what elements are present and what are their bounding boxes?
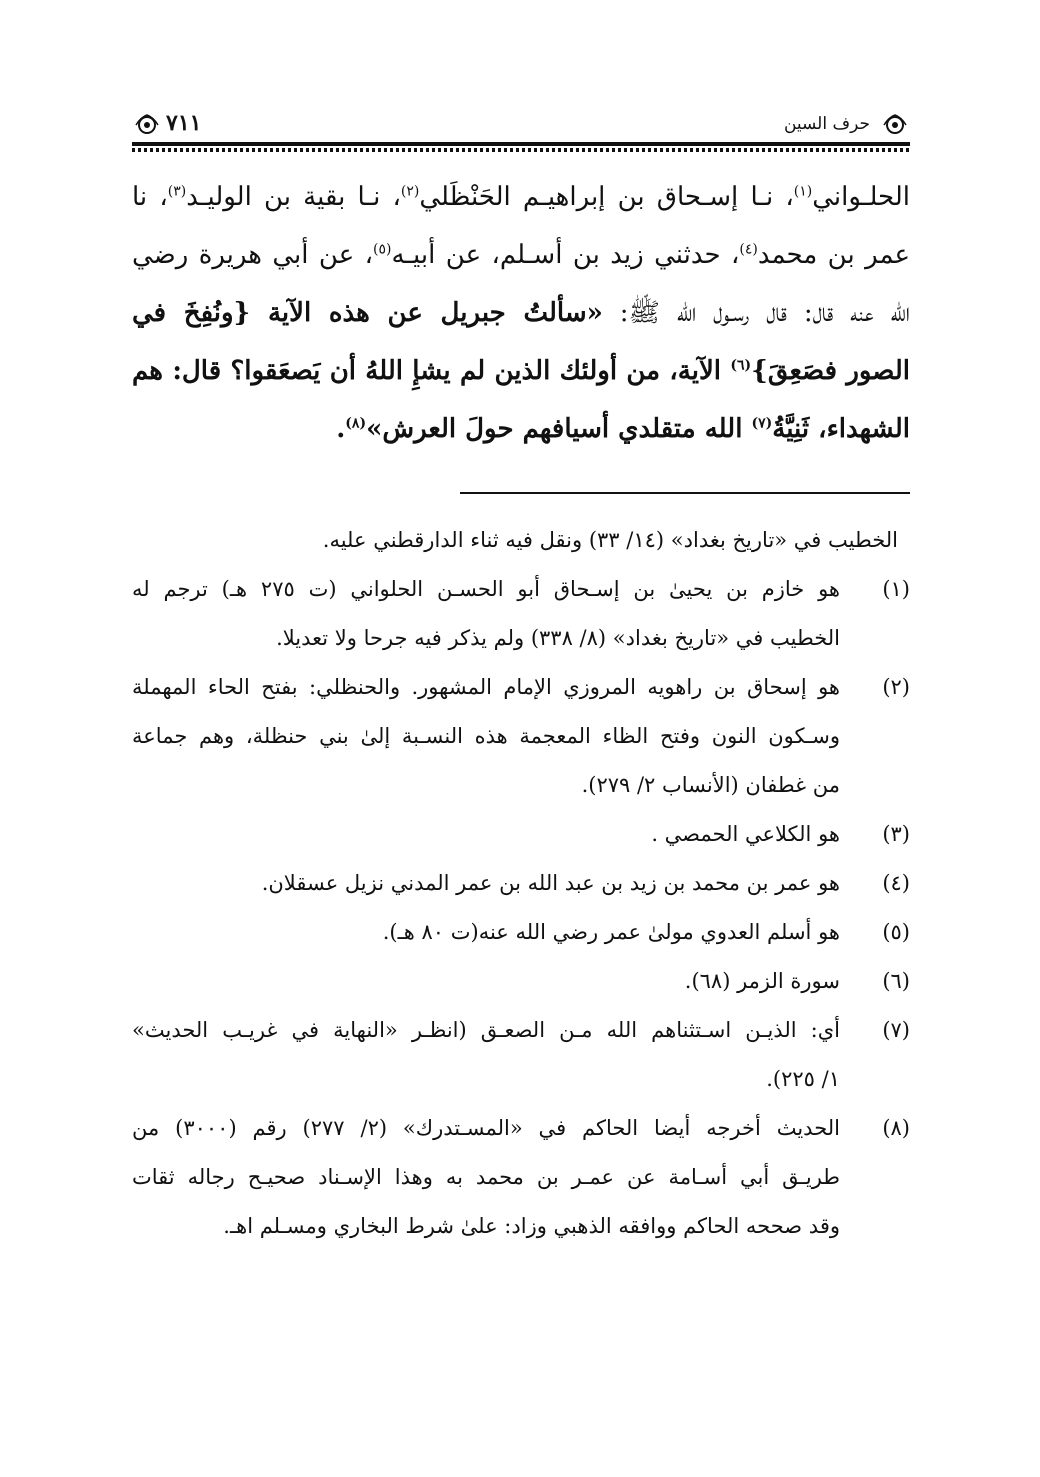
- footnote-number: (٧): [882, 1018, 910, 1042]
- main-line-2: عمر بن محمد$^{(٤)}$، حدثني زيد بن أسـلم، عن أبيـه$^{(٥)}$، عن أبي هريرة رضي: [132, 240, 910, 270]
- footnote-number: (٥): [882, 920, 910, 944]
- footnote-ref-6[interactable]: (٦): [730, 357, 752, 374]
- header-dotted-rule: [132, 148, 910, 152]
- footnote-ref-7[interactable]: (٧): [751, 415, 773, 432]
- main-line-3: الله عنه قال: قال رسـول الله ﷺ: «سألتُ جبريل عن هذه الآية {ونُفِخَ في: [132, 298, 910, 328]
- footnote-6: (٦) سورة الزمر (٦٨).: [132, 957, 910, 1006]
- footnotes: [132, 516, 910, 1251]
- footnote-3: (٣) هو الكلاعي الحمصي .: [132, 810, 910, 859]
- footnote-ref-8[interactable]: (٨): [345, 415, 367, 432]
- footnote-number: (٦): [882, 969, 910, 993]
- footnote-number: (٤): [882, 871, 910, 895]
- footnote-ref-5[interactable]: (٥): [373, 241, 392, 258]
- footnote-7: (٧) أي: الذيـن اسـتثناهم الله مـن الصعـق (انظـر «النهاية في غريـب الحديث» ١/ ٢٢٥).: [132, 1006, 910, 1104]
- footnote-continuation: الخطيب في «تاريخ بغداد» (١٤/ ٣٣) ونقل فيه ثناء الدارقطني عليه.: [322, 528, 898, 552]
- main-line-5: الشهداء، ثَنِيَّةُ$^{(٧)}$ الله متقلدي أسيافهم حولَ العرش»$^{(٨)}$.: [336, 414, 910, 444]
- footnote-8: (٨) الحديث أخرجه أيضا الحاكم في «المسـتدرك» (٢/ ٢٧٧) رقم (٣٠٠٠) من طريـق أبي أسـامة عن عمـر بن محمد به وهذا الإسـناد صحيـح رجاله ثقات وقد صححه الحاكم ووافقه الذهبي وزاد: علىٰ شرط البخاري ومسـلم اهـ.: [132, 1104, 910, 1251]
- footnote-2: (٢) هو إسحاق بن راهويه المروزي الإمام المشهور. والحنظلي: بفتح الحاء المهملة وسـكون النون وفتح الظاء المعجمة هذه النسـبة إلىٰ بني حنظلة، وهم جماعة من غطفان (الأنساب ٢/ ٢٧٩).: [132, 663, 910, 810]
- page-number: ٧١١: [166, 110, 202, 136]
- footnote-number: (٢): [882, 675, 910, 699]
- footnote-number: (١): [882, 577, 910, 601]
- ornament-left-icon: [134, 112, 160, 138]
- main-line-4: الصور فصَعِقَ}$^{(٦)}$ الآية، من أولئك الذين لم يشإِ اللهُ أن يَصعَقوا؟ قال: هم: [132, 356, 910, 386]
- header-rule: [132, 142, 910, 146]
- hadith-quote: «سألتُ جبريل عن هذه الآية {ونُفِخَ في: [132, 298, 603, 328]
- footnote-number: (٨): [882, 1116, 910, 1140]
- main-line-1: الحلـواني$^{(١)}$، نـا إسـحاق بن إبراهيـم الحَنْظَلي$^{(٢)}$، نـا بقية بن الوليـد$^{(٣)}$، نا: [132, 182, 910, 212]
- footnote-ref-1[interactable]: (١): [793, 183, 813, 200]
- footnote-number: (٣): [882, 822, 910, 846]
- footnote-separator: [460, 492, 910, 494]
- footnote-ref-3[interactable]: (٣): [167, 183, 187, 200]
- page-header: [132, 108, 910, 156]
- footnote-5: (٥) هو أسلم العدوي مولىٰ عمر رضي الله عنه(ت ٨٠ هـ).: [132, 908, 910, 957]
- footnote-ref-4[interactable]: (٤): [739, 241, 758, 258]
- footnote-4: (٤) هو عمر بن محمد بن زيد بن عبد الله بن عمر المدني نزيل عسقلان.: [132, 859, 910, 908]
- footnote-ref-2[interactable]: (٢): [400, 183, 420, 200]
- main-text: [132, 168, 910, 458]
- ornament-right-icon: [882, 112, 908, 138]
- chapter-title: حرف السين: [783, 114, 870, 134]
- footnote-1: (١) هو خازم بن يحيىٰ بن إسـحاق أبو الحسـن الحلواني (ت ٢٧٥ هـ) ترجم له الخطيب في «تاريخ بغداد» (٨/ ٣٣٨) ولم يذكر فيه جرحا ولا تعديلا.: [132, 565, 910, 663]
